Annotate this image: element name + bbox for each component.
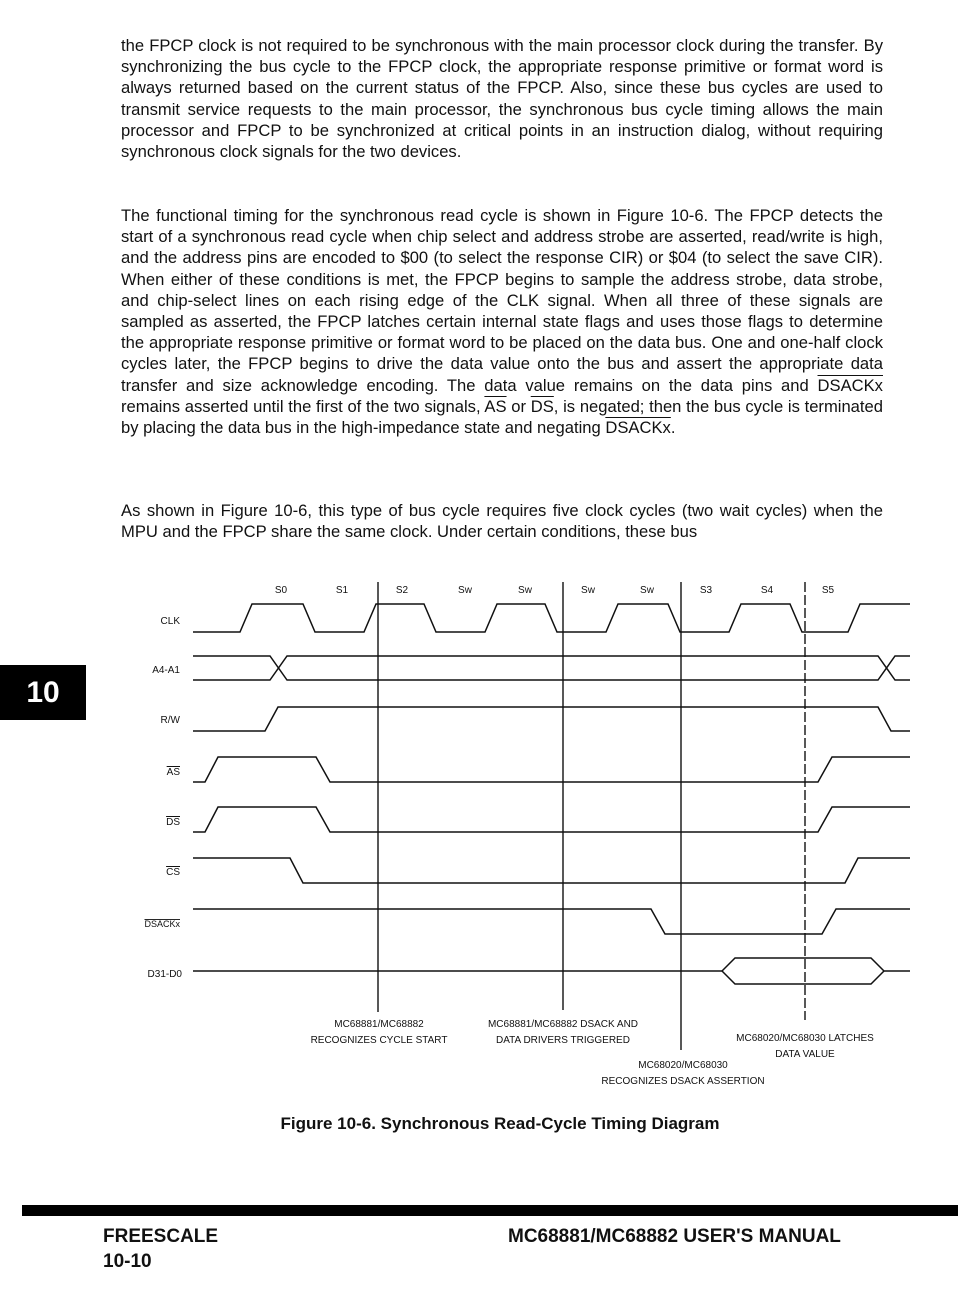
paragraph-1: the FPCP clock is not required to be synchronous with the main processor clock during the transfer. By synchronizing the bus cycle to the FPCP clock, the appropriate response primitive or format word is always returned based on the current status of the FPCP. Also, since these bus cycles are used to transmit service requests to the main processor, the synchronous bus cycle timing allows the main processor and FPCP to be synchronized at critical points in an instruction dialog, without requiring synchronous clock signals for the two devices.: [121, 36, 883, 162]
footer-page-number: 10-10: [103, 1251, 152, 1272]
paragraph-2-text-b: remains asserted until the first of the two signals,: [121, 396, 481, 416]
ds-signal: $\overline{DS}$: [530, 396, 554, 416]
state-label: S4: [760, 585, 774, 596]
annotation-data-latched-line1: MC68020/MC68030 LATCHES: [736, 1033, 874, 1044]
state-label: Sw: [518, 585, 532, 596]
paragraph-2-end: .: [670, 418, 676, 438]
footer-brand: FREESCALE: [103, 1226, 219, 1247]
paragraph-2-or: or: [511, 396, 527, 416]
annotation-dsack-recognized-line1: MC68020/MC68030: [638, 1060, 728, 1071]
paragraph-3: As shown in Figure 10-6, this type of bus cycle requires five clock cycles (two wait cycles) when the MPU and the FPCP share the same clock. Under certain conditions, these bus: [121, 501, 883, 542]
annotation-cycle-start-line1: MC68881/MC68882: [334, 1019, 424, 1030]
paragraph-2-text-c: , is negated; then the bus cycle is terminated by placing the data bus in the high-impedance state and negating: [121, 396, 883, 438]
state-label: S3: [699, 585, 713, 596]
rw-waveform: [193, 707, 910, 731]
dsackx-signal: DSACKx: [605, 418, 671, 438]
dsackx-waveform: [193, 909, 910, 934]
signal-label-ds: DS: [166, 817, 180, 828]
figure-caption: Figure 10-6. Synchronous Read-Cycle Timing Diagram: [280, 1114, 720, 1133]
state-label: Sw: [458, 585, 472, 596]
address-waveform-high: [193, 656, 910, 680]
state-label: Sw: [640, 585, 654, 596]
as-signal: $\overline{AS}$: [484, 396, 507, 416]
state-label: S0: [274, 585, 288, 596]
annotation-dsack-recognized-line2: RECOGNIZES DSACK ASSERTION: [601, 1076, 765, 1087]
signal-label-data: D31-D0: [147, 969, 182, 980]
state-label: Sw: [581, 585, 595, 596]
address-waveform-low: [193, 656, 910, 680]
annotation-dsack-trigger-line1: MC68881/MC68882 DSACK AND: [487, 1019, 639, 1030]
annotation-cycle-start-line2: RECOGNIZES CYCLE START: [310, 1035, 448, 1046]
annotation-dsack-trigger-line2: DATA DRIVERS TRIGGERED: [496, 1035, 630, 1046]
footer-rule: [22, 1205, 958, 1216]
signal-label-clk: CLK: [160, 616, 180, 627]
paragraph-2: [121, 205, 883, 438]
paragraph-2-text-a: The functional timing for the synchronous read cycle is shown in Figure 10-6. The FPCP detects the start of a synchronous read cycle when chip select and address strobe are asserted, read/write is high, and the address pins are encoded to $00 (to select the response CIR) or $04 (to select the save CIR). When either of these conditions is met, the FPCP begins to sample the address strobe, data strobe, and chip-select lines on each rising edge of the CLK signal. When all three of these signals are sampled as asserted, the FPCP latches certain internal state flags and uses those flags to determine the appropriate response primitive or format word to be placed on the data bus. One and one-half clock cycles later, the FPCP begins to drive the data value onto the bus and assert the appropriate data transfer and size acknowledge encoding. The data value remains on the data pins and: [121, 206, 883, 395]
footer-manual-title: MC68881/MC68882 USER'S MANUAL: [508, 1226, 841, 1247]
state-label: S2: [395, 585, 409, 596]
signal-label-dsackx: DSACKx: [144, 919, 180, 929]
signal-label-as: AS: [166, 767, 180, 778]
as-waveform: [193, 757, 910, 782]
timing-diagram: [0, 570, 980, 1100]
chapter-tab-marker: 10: [0, 665, 86, 720]
signal-label-address: A4-A1: [152, 665, 180, 676]
data-bus-waveform-valid: [722, 958, 910, 971]
ds-waveform: [193, 807, 910, 832]
state-label: S1: [335, 585, 349, 596]
boundary-lines: [378, 582, 805, 1050]
state-label: S5: [821, 585, 835, 596]
data-bus-waveform-valid-low: [722, 971, 884, 984]
dsackx-signal: DSACKx: [817, 375, 883, 395]
signal-label-rw: R/W: [160, 715, 180, 726]
cs-waveform: [193, 858, 910, 883]
signal-label-cs: CS: [166, 867, 180, 878]
clk-waveform: [193, 604, 910, 632]
annotation-data-latched-line2: DATA VALUE: [775, 1049, 835, 1060]
footer-left: [103, 1224, 218, 1274]
